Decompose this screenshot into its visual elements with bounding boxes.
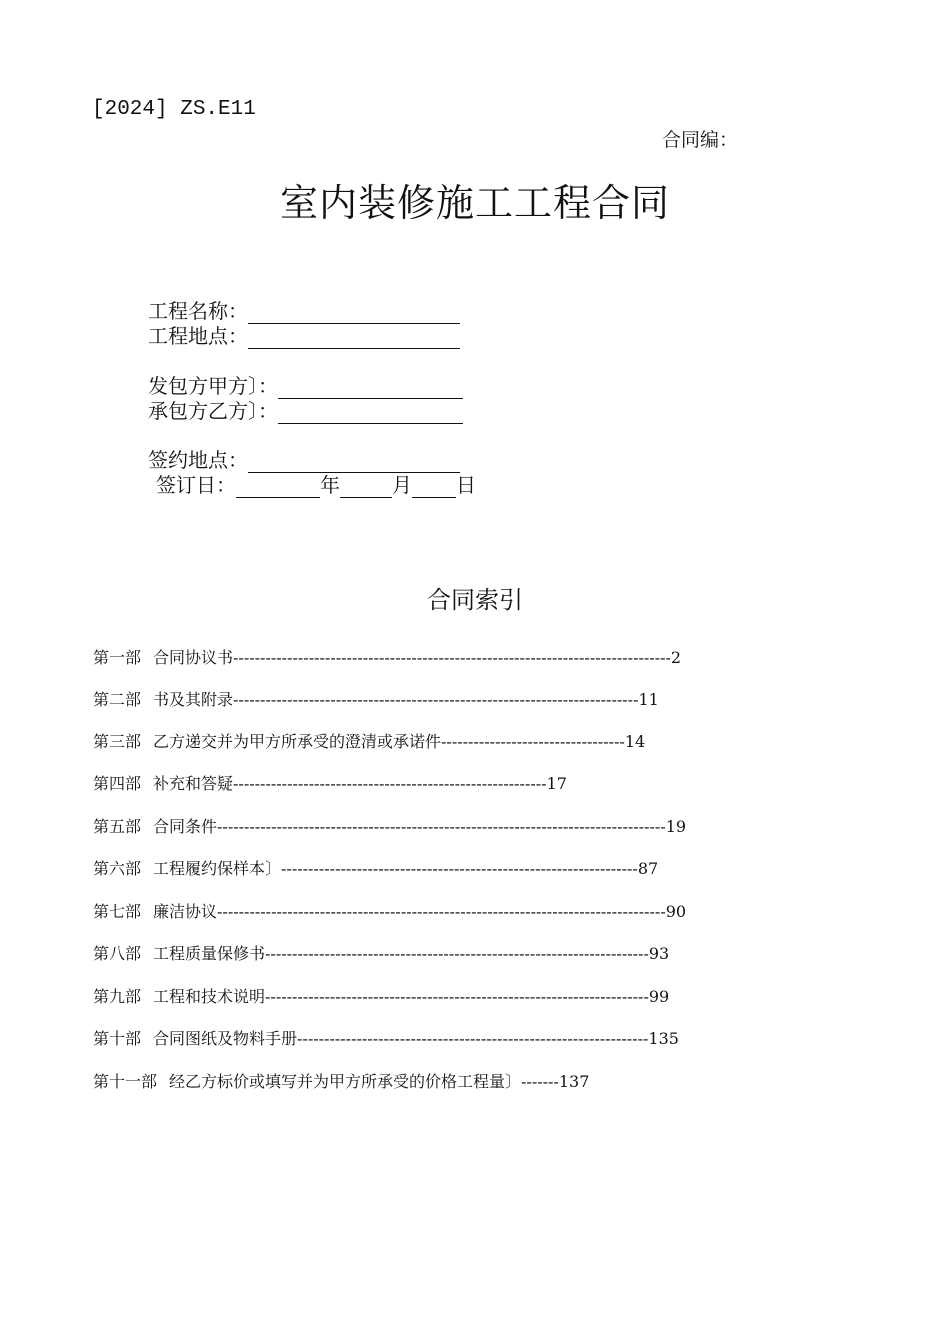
toc-item[interactable] [93, 1071, 589, 1093]
sign-location-blank[interactable] [248, 450, 460, 473]
toc-part-label: 第十一部 [93, 1072, 158, 1091]
contract-number-label: 合同编： [662, 129, 739, 151]
toc-part-label: 第二部 [93, 690, 142, 709]
project-location-field [148, 323, 460, 349]
party-b-field [148, 398, 463, 424]
toc-entry-text: 合同条件-----------------------------------------------------------------------------------19 [153, 817, 687, 836]
toc-item[interactable] [93, 901, 686, 923]
day-label: 日 [456, 473, 476, 497]
party-b-blank[interactable] [278, 401, 463, 424]
toc-entry-text: 补充和答疑----------------------------------------------------------17 [153, 774, 567, 793]
sign-date-field [156, 472, 476, 498]
project-name-label: 工程名称： [148, 299, 248, 323]
toc-part-label: 第八部 [93, 944, 142, 963]
toc-entry-text: 乙方递交并为甲方所承受的澄清或承诺件----------------------------------14 [153, 732, 646, 751]
sign-month-blank[interactable] [340, 475, 392, 498]
toc-part-label: 第九部 [93, 987, 142, 1006]
toc-item[interactable] [93, 816, 686, 838]
toc-title: 合同索引 [427, 586, 523, 614]
page-title: 室内装修施工工程合同 [279, 181, 670, 225]
year-label: 年 [320, 473, 340, 497]
toc-entry-text: 合同图纸及物料手册-----------------------------------------------------------------135 [153, 1029, 679, 1048]
toc-item[interactable] [93, 858, 658, 880]
toc-entry-text: 经乙方标价或填写并为甲方所承受的价格工程量〕-------137 [169, 1072, 590, 1091]
toc-part-label: 第六部 [93, 859, 142, 878]
toc-entry-text: 工程和技术说明-----------------------------------------------------------------------99 [153, 987, 670, 1006]
toc-item[interactable] [93, 689, 659, 711]
sign-day-blank[interactable] [412, 475, 456, 498]
sign-year-blank[interactable] [236, 475, 320, 498]
sign-date-label: 签订日： [156, 473, 236, 497]
toc-part-label: 第七部 [93, 902, 142, 921]
party-a-label: 发包方甲方〕： [148, 374, 278, 398]
project-name-blank[interactable] [248, 301, 460, 324]
toc-entry-text: 廉洁协议-----------------------------------------------------------------------------------90 [153, 902, 687, 921]
sign-location-label: 签约地点： [148, 448, 248, 472]
document-code: [2024] ZS.E11 [92, 98, 256, 121]
project-location-blank[interactable] [248, 326, 460, 349]
toc-item[interactable] [93, 647, 681, 669]
toc-part-label: 第四部 [93, 774, 142, 793]
toc-entry-text: 书及其附录---------------------------------------------------------------------------11 [153, 690, 659, 709]
sign-location-field [148, 447, 460, 473]
month-label: 月 [392, 473, 412, 497]
toc-entry-text: 工程质量保修书-----------------------------------------------------------------------93 [153, 944, 670, 963]
toc-part-label: 第三部 [93, 732, 142, 751]
party-b-label: 承包方乙方〕： [148, 399, 278, 423]
toc-entry-text: 合同协议书---------------------------------------------------------------------------------2 [153, 648, 682, 667]
toc-item[interactable] [93, 1028, 679, 1050]
party-a-field [148, 373, 463, 399]
party-a-blank[interactable] [278, 376, 463, 399]
toc-item[interactable] [93, 986, 669, 1008]
toc-part-label: 第五部 [93, 817, 142, 836]
toc-part-label: 第十部 [93, 1029, 142, 1048]
toc-entry-text: 工程履约保样本〕------------------------------------------------------------------87 [153, 859, 659, 878]
toc-item[interactable] [93, 731, 645, 753]
project-name-field [148, 298, 460, 324]
toc-item[interactable] [93, 943, 669, 965]
toc-part-label: 第一部 [93, 648, 142, 667]
project-location-label: 工程地点： [148, 324, 248, 348]
toc-item[interactable] [93, 773, 567, 795]
